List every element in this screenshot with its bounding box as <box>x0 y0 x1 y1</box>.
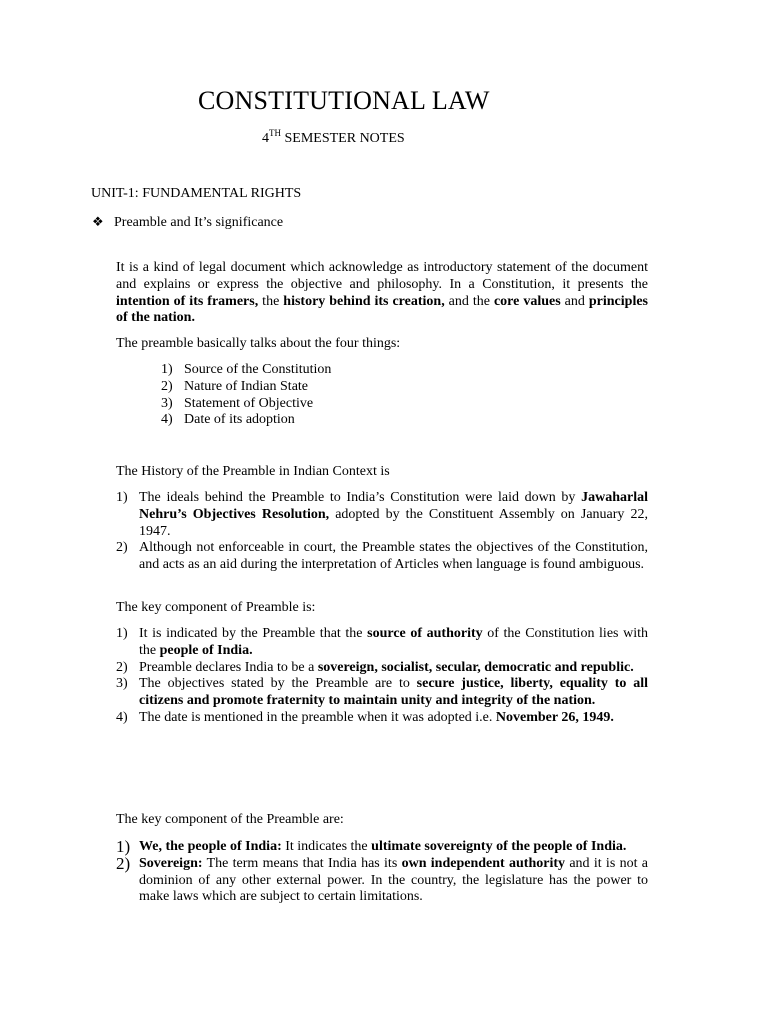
intro-bold-4: principles of the nation. <box>116 293 648 326</box>
intro-bold-3: core values <box>493 293 561 309</box>
topic-text: Preamble and It’s significance <box>114 215 284 230</box>
history-list <box>116 490 648 574</box>
bold-part: Sovereign: <box>139 855 203 871</box>
intro-text-1: It is a kind of legal document which acknowledge as introductory statement of the document and explains or express the objective and philosophy. In a Constitution, it presents the <box>116 260 648 292</box>
text-part: and it is not a dominion of any other external power. In the country, the legislature has the power to make laws which are subject to certain limitations. <box>139 855 648 905</box>
list-number: 1) <box>116 837 131 856</box>
list-text: Date of its adoption <box>184 412 295 428</box>
intro-paragraph <box>116 260 648 327</box>
bold-part: people of India. <box>159 642 253 658</box>
diamond-bullet-icon: ❖ <box>92 214 104 229</box>
list-text: Nature of Indian State <box>184 378 309 394</box>
text-part: It is indicated by the Preamble that the <box>139 626 368 641</box>
history-heading: The History of the Preamble in Indian Context is <box>116 464 390 479</box>
list-text: Although not enforceable in court, the Preamble states the objectives of the Constitution, and acts as an aid during the interpretation of Articles when language is found ambiguous. <box>139 540 648 573</box>
list-item <box>161 379 331 396</box>
list-item <box>116 660 648 677</box>
list-item <box>116 540 648 574</box>
bold-part: sovereign, socialist, secular, democratic and republic. <box>317 659 634 675</box>
list-number: 3) <box>116 676 128 692</box>
list-text <box>139 856 648 906</box>
key-component-heading-1: The key component of Preamble is: <box>116 600 316 615</box>
semester-number: 4 <box>262 131 269 146</box>
list-text <box>139 626 648 660</box>
list-text <box>139 839 648 856</box>
bold-part: We, the people of India: <box>139 839 282 854</box>
document-subtitle <box>262 128 405 147</box>
text-part: The term means that India has its <box>202 855 402 871</box>
list-number: 4) <box>116 709 128 725</box>
list-number: 1) <box>116 490 128 505</box>
list-number: 3) <box>161 395 173 411</box>
list-text <box>139 660 648 677</box>
list-number: 2) <box>116 540 128 556</box>
list-text <box>139 490 648 540</box>
document-title: CONSTITUTIONAL LAW <box>198 86 490 115</box>
four-things-intro: The preamble basically talks about the four things: <box>116 336 401 351</box>
key-component-list-2 <box>116 839 648 906</box>
list-text: Source of the Constitution <box>184 362 332 377</box>
list-number: 2) <box>116 853 131 873</box>
intro-text-3: and the <box>444 293 494 309</box>
text-part: The ideals behind the Preamble to India’s Constitution were laid down by <box>139 490 582 505</box>
list-item <box>161 362 331 379</box>
unit-heading: UNIT-1: FUNDAMENTAL RIGHTS <box>91 186 302 201</box>
subtitle-text: SEMESTER NOTES <box>281 131 405 146</box>
list-item <box>161 396 331 413</box>
text-part: The date is mentioned in the preamble when it was adopted i.e. <box>139 709 496 725</box>
topic-heading <box>92 214 283 231</box>
text-part: adopted by the Constituent Assembly on January 22, 1947. <box>139 506 648 539</box>
bold-part: Jawaharlal Nehru’s Objectives Resolution, <box>139 490 648 522</box>
list-number: 2) <box>161 378 173 394</box>
key-component-heading-2: The key component of the Preamble are: <box>116 812 344 827</box>
bold-part: source of authority <box>367 626 483 641</box>
intro-text-2: the <box>258 293 284 309</box>
list-text: Statement of Objective <box>184 395 314 411</box>
list-item <box>116 853 648 906</box>
list-text <box>139 676 648 710</box>
intro-bold-1: intention of its framers, <box>116 293 259 309</box>
intro-bold-2: history behind its creation, <box>283 293 445 309</box>
intro-text-4: and <box>560 293 589 309</box>
list-item <box>116 626 648 660</box>
bold-part: secure justice, liberty, equality to all citizens and promote fraternity to maintain unity and integrity of the nation. <box>139 676 648 709</box>
list-number: 2) <box>116 659 128 675</box>
bold-part: own independent authority <box>401 855 566 871</box>
list-number: 4) <box>161 412 173 428</box>
semester-suffix: TH <box>269 128 281 138</box>
list-item <box>161 412 331 429</box>
list-number: 1) <box>116 626 128 641</box>
text-part: of the Constitution lies with the <box>139 626 648 658</box>
bold-part: November 26, 1949. <box>495 709 614 725</box>
list-text <box>139 710 648 727</box>
list-item <box>116 676 648 710</box>
list-item <box>116 490 648 540</box>
text-part: The objectives stated by the Preamble are to <box>139 676 417 692</box>
four-things-list <box>161 362 331 429</box>
text-part: It indicates the <box>281 839 372 854</box>
list-item <box>116 710 648 727</box>
text-part: Preamble declares India to be a <box>139 659 318 675</box>
list-number: 1) <box>161 362 173 377</box>
bold-part: ultimate sovereignty of the people of India. <box>371 839 627 854</box>
key-component-list-1 <box>116 626 648 727</box>
list-item <box>116 839 648 856</box>
